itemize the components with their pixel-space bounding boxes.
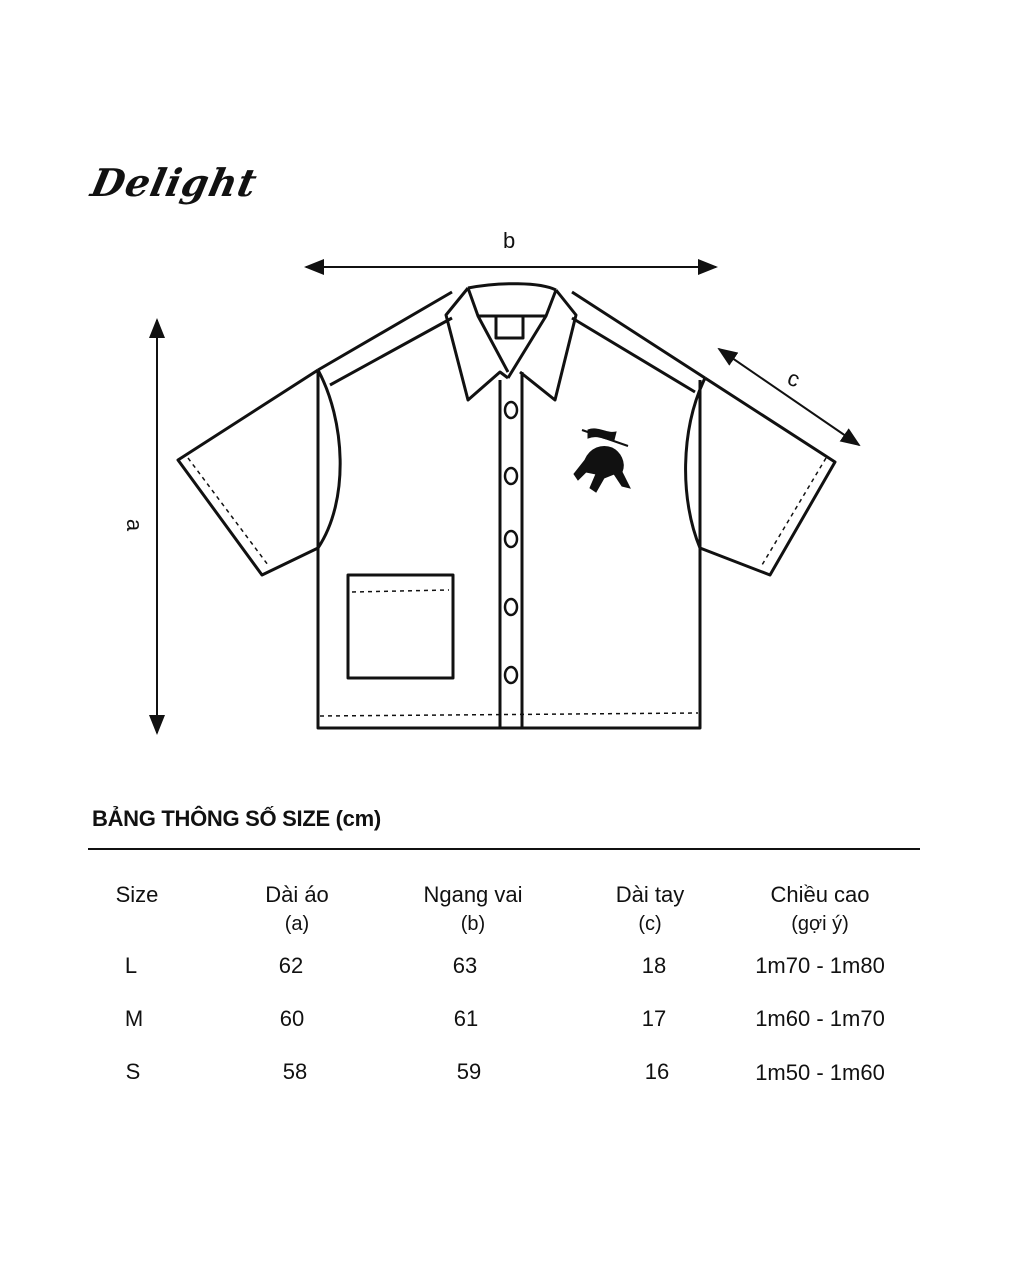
cell-height: 1m50 - 1m60: [755, 1060, 885, 1085]
col-sub-length: (a): [284, 913, 310, 935]
cell-length: 60: [279, 1006, 305, 1031]
dimension-c-label: c: [784, 364, 804, 393]
hem-stitch: [320, 713, 698, 716]
button: [505, 599, 517, 615]
cell-sleeve: 17: [641, 1006, 667, 1031]
button: [505, 531, 517, 547]
left-sleeve: [178, 370, 340, 575]
right-cuff-stitch: [762, 458, 826, 565]
right-collar: [508, 290, 576, 400]
col-sub-height: (gợi ý): [791, 913, 849, 935]
col-header-size: Size: [115, 882, 159, 907]
dimension-a-label: a: [122, 518, 148, 532]
col-sub-shoulder: (b): [460, 913, 486, 935]
knight-emblem-icon: [574, 429, 630, 492]
left-cuff-stitch: [188, 458, 268, 565]
cell-height: 1m70 - 1m80: [755, 953, 885, 978]
neck-tag: [496, 316, 523, 338]
cell-sleeve: 18: [641, 953, 667, 978]
col-sub-sleeve: (c): [638, 913, 662, 935]
brand-logo: Delight: [87, 160, 262, 205]
pocket-stitch: [352, 590, 449, 592]
cell-size: L: [124, 953, 138, 978]
cell-size: S: [125, 1059, 141, 1084]
title-divider: [88, 848, 920, 850]
col-header-sleeve: Dài tay: [615, 882, 685, 907]
left-shoulder: [318, 292, 452, 385]
size-table-title: BẢNG THÔNG SỐ SIZE (cm): [92, 806, 381, 831]
cell-height: 1m60 - 1m70: [755, 1006, 885, 1031]
cell-shoulder: 63: [452, 953, 478, 978]
cell-sleeve: 16: [644, 1059, 670, 1084]
cell-shoulder: 59: [456, 1059, 482, 1084]
col-header-shoulder: Ngang vai: [423, 882, 523, 907]
col-header-length: Dài áo: [265, 882, 329, 907]
right-shoulder: [572, 292, 705, 392]
button: [505, 402, 517, 418]
col-header-height: Chiều cao: [770, 882, 870, 907]
dimension-b-label: b: [503, 228, 516, 253]
cell-length: 62: [278, 953, 304, 978]
cell-length: 58: [282, 1059, 308, 1084]
collar-band: [468, 284, 556, 290]
cell-shoulder: 61: [453, 1006, 479, 1031]
cell-size: M: [124, 1006, 144, 1031]
right-sleeve: [686, 378, 835, 575]
button: [505, 667, 517, 683]
button: [505, 468, 517, 484]
